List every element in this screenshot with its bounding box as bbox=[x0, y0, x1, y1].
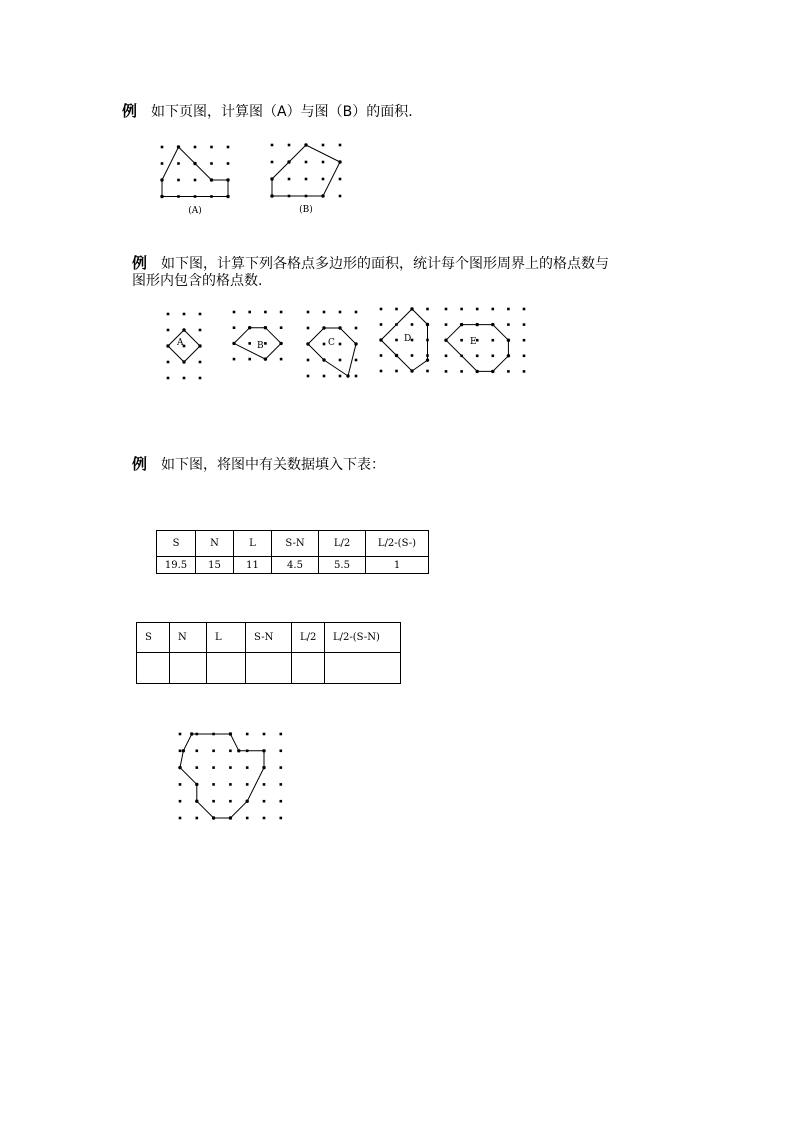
vertex-dot bbox=[507, 339, 510, 342]
grid-dot bbox=[263, 817, 266, 820]
table2-empty-cell[interactable] bbox=[246, 653, 292, 684]
grid-dot bbox=[355, 311, 358, 314]
grid-dot bbox=[161, 162, 164, 165]
vertex-dot bbox=[460, 323, 463, 326]
table2-header-cell: N bbox=[170, 623, 207, 653]
figure-a bbox=[155, 140, 240, 220]
grid-dot bbox=[476, 308, 479, 311]
table1-header-cell: L/2 bbox=[319, 531, 366, 557]
grid-dot bbox=[264, 311, 267, 314]
grid-dot bbox=[339, 195, 342, 198]
vertex-dot bbox=[182, 360, 185, 363]
grid-dot bbox=[263, 733, 266, 736]
table2-header-cell: L/2-(S-N) bbox=[325, 623, 401, 653]
grid-dot bbox=[280, 800, 283, 803]
vertex-dot bbox=[232, 342, 235, 345]
grid-dot bbox=[248, 342, 251, 345]
grid-dot bbox=[445, 370, 448, 373]
grid-dot bbox=[323, 311, 326, 314]
polygon-outline bbox=[308, 328, 356, 376]
grid-dot bbox=[307, 311, 310, 314]
grid-dot bbox=[445, 308, 448, 311]
grid-dot bbox=[246, 766, 249, 769]
grid-dot bbox=[248, 311, 251, 314]
grid-dot bbox=[523, 370, 526, 373]
grid-dot bbox=[229, 750, 232, 753]
grid-dot bbox=[246, 817, 249, 820]
table1-value-cell: 4.5 bbox=[272, 557, 319, 574]
grid-dot bbox=[210, 162, 213, 165]
grid-dot bbox=[263, 800, 266, 803]
grid-dot bbox=[339, 144, 342, 147]
grid-dot bbox=[322, 178, 325, 181]
figure-caption: (A) bbox=[188, 206, 202, 216]
grid-dot bbox=[271, 161, 274, 164]
grid-dot bbox=[183, 313, 186, 316]
vertex-dot bbox=[476, 323, 479, 326]
grid-dot bbox=[280, 766, 283, 769]
grid-dot bbox=[288, 178, 291, 181]
grid-dot bbox=[167, 313, 170, 316]
table2-header-cell: S-N bbox=[246, 623, 292, 653]
vertex-dot bbox=[476, 370, 479, 373]
grid-dot bbox=[233, 326, 236, 329]
figure-b bbox=[265, 138, 350, 218]
table1-value-cell: 19.5 bbox=[157, 557, 196, 574]
grid-dot bbox=[380, 370, 383, 373]
vertex-dot bbox=[182, 328, 185, 331]
table2-header-cell: L bbox=[207, 623, 246, 653]
vertex-dot bbox=[195, 800, 198, 803]
table2-empty-cell[interactable] bbox=[292, 653, 325, 684]
grid-dot bbox=[380, 308, 383, 311]
vertex-dot bbox=[338, 160, 341, 163]
grid-dot bbox=[177, 162, 180, 165]
grid-dot bbox=[339, 359, 342, 362]
grid-dot bbox=[196, 817, 199, 820]
shape-label: E bbox=[470, 337, 477, 347]
grid-dot bbox=[229, 766, 232, 769]
table1-value-cell: 11 bbox=[234, 557, 272, 574]
grid-dot bbox=[307, 375, 310, 378]
grid-dot bbox=[280, 326, 283, 329]
grid-dot bbox=[280, 783, 283, 786]
grid-dot bbox=[246, 733, 249, 736]
table2-empty-cell[interactable] bbox=[170, 653, 207, 684]
grid-dot bbox=[460, 370, 463, 373]
grid-dot bbox=[339, 343, 342, 346]
grid-dot bbox=[194, 146, 197, 149]
vertex-dot bbox=[346, 374, 349, 377]
figure-caption: (B) bbox=[299, 205, 313, 215]
grid-dot bbox=[288, 144, 291, 147]
shape-label: C bbox=[328, 338, 335, 348]
grid-dot bbox=[196, 750, 199, 753]
grid-dot bbox=[233, 311, 236, 314]
grid-dot bbox=[199, 313, 202, 316]
vertex-dot bbox=[226, 195, 229, 198]
example1-label: 例 bbox=[122, 102, 138, 120]
vertex-dot bbox=[338, 326, 341, 329]
lattice-figure-e bbox=[440, 305, 532, 375]
table1-value-row bbox=[157, 557, 429, 574]
grid-dot bbox=[523, 308, 526, 311]
grid-dot bbox=[307, 359, 310, 362]
table2-empty-row bbox=[137, 653, 401, 684]
grid-dot bbox=[460, 308, 463, 311]
grid-dot bbox=[507, 308, 510, 311]
vertex-dot bbox=[321, 194, 324, 197]
grid-dot bbox=[426, 308, 429, 311]
example3-text: 如下图，将图中有关数据填入下表： bbox=[161, 457, 386, 473]
shape-label: B bbox=[257, 341, 264, 351]
grid-dot bbox=[179, 800, 182, 803]
vertex-dot bbox=[491, 370, 494, 373]
grid-dot bbox=[411, 354, 414, 357]
vertex-dot bbox=[160, 195, 163, 198]
vertex-dot bbox=[178, 766, 181, 769]
vertex-dot bbox=[166, 344, 169, 347]
grid-dot bbox=[507, 323, 510, 326]
table2-empty-cell[interactable] bbox=[137, 653, 170, 684]
vertex-dot bbox=[304, 143, 307, 146]
table2-header-cell: S bbox=[137, 623, 170, 653]
grid-dot bbox=[179, 817, 182, 820]
vertex-dot bbox=[279, 342, 282, 345]
table1-header-cell: L bbox=[234, 531, 272, 557]
grid-dot bbox=[523, 339, 526, 342]
grid-dot bbox=[229, 783, 232, 786]
grid-dot bbox=[426, 370, 429, 373]
grid-dot bbox=[460, 339, 463, 342]
grid-dot bbox=[323, 343, 326, 346]
grid-dot bbox=[280, 311, 283, 314]
vertex-dot bbox=[270, 194, 273, 197]
grid-dot bbox=[246, 783, 249, 786]
grid-dot bbox=[210, 146, 213, 149]
grid-dot bbox=[264, 342, 267, 345]
grid-dot bbox=[339, 375, 342, 378]
shape-label: A bbox=[177, 338, 184, 348]
vertex-dot bbox=[491, 323, 494, 326]
grid-dot bbox=[194, 179, 197, 182]
vertex-dot bbox=[395, 354, 398, 357]
vertex-dot bbox=[229, 732, 232, 735]
grid-dot bbox=[183, 377, 186, 380]
table1-header-cell: N bbox=[196, 531, 234, 557]
vertex-dot bbox=[262, 749, 265, 752]
data-table-1 bbox=[156, 530, 429, 574]
grid-dot bbox=[196, 766, 199, 769]
grid-dot bbox=[212, 766, 215, 769]
grid-dot bbox=[355, 375, 358, 378]
table1-header-row bbox=[157, 531, 429, 557]
table1-value-cell: 5.5 bbox=[319, 557, 366, 574]
example3-label: 例 bbox=[132, 455, 148, 473]
grid-dot bbox=[323, 375, 326, 378]
grid-dot bbox=[507, 370, 510, 373]
vertex-dot bbox=[444, 339, 447, 342]
grid-dot bbox=[280, 750, 283, 753]
data-table-2 bbox=[136, 622, 401, 684]
grid-dot bbox=[339, 311, 342, 314]
table2-empty-cell[interactable] bbox=[207, 653, 246, 684]
grid-dot bbox=[229, 800, 232, 803]
lattice-figure-a bbox=[160, 310, 210, 382]
vertex-dot bbox=[426, 323, 429, 326]
vertex-dot bbox=[160, 178, 163, 181]
grid-dot bbox=[177, 179, 180, 182]
grid-dot bbox=[322, 161, 325, 164]
vertex-dot bbox=[210, 178, 213, 181]
grid-dot bbox=[280, 817, 283, 820]
grid-dot bbox=[179, 783, 182, 786]
grid-dot bbox=[492, 339, 495, 342]
vertex-dot bbox=[262, 766, 265, 769]
grid-dot bbox=[263, 783, 266, 786]
grid-dot bbox=[445, 355, 448, 358]
example3-paragraph bbox=[132, 454, 385, 475]
vertex-dot bbox=[182, 749, 185, 752]
grid-dot bbox=[199, 361, 202, 364]
vertex-dot bbox=[322, 358, 325, 361]
vertex-dot bbox=[229, 816, 232, 819]
polygon-outline bbox=[162, 147, 228, 197]
vertex-dot bbox=[410, 369, 413, 372]
example2-line2: 图形内包含的格点数. bbox=[132, 273, 263, 289]
grid-dot bbox=[307, 327, 310, 330]
shape-label: D bbox=[404, 334, 412, 344]
grid-dot bbox=[212, 783, 215, 786]
grid-dot bbox=[305, 178, 308, 181]
grid-dot bbox=[199, 329, 202, 332]
polygon-outline bbox=[180, 734, 264, 818]
grid-dot bbox=[380, 323, 383, 326]
vertex-dot bbox=[193, 162, 196, 165]
vertex-dot bbox=[264, 326, 267, 329]
vertex-dot bbox=[198, 344, 201, 347]
grid-dot bbox=[355, 327, 358, 330]
grid-dot bbox=[492, 355, 495, 358]
lattice-figure-c bbox=[302, 308, 362, 380]
grid-dot bbox=[523, 355, 526, 358]
example2-label: 例 bbox=[132, 254, 148, 272]
grid-dot bbox=[212, 750, 215, 753]
grid-dot bbox=[492, 308, 495, 311]
lattice-figure-b bbox=[228, 308, 288, 380]
grid-dot bbox=[395, 308, 398, 311]
grid-dot bbox=[161, 146, 164, 149]
grid-dot bbox=[227, 162, 230, 165]
vertex-dot bbox=[246, 800, 249, 803]
table2-empty-cell[interactable] bbox=[325, 653, 401, 684]
grid-dot bbox=[411, 323, 414, 326]
vertex-dot bbox=[354, 342, 357, 345]
table2-header-cell: L/2 bbox=[292, 623, 325, 653]
grid-dot bbox=[179, 750, 182, 753]
vertex-dot bbox=[177, 145, 180, 148]
vertex-dot bbox=[507, 354, 510, 357]
vertex-dot bbox=[226, 178, 229, 181]
polygon-outline bbox=[446, 325, 508, 372]
vertex-dot bbox=[248, 326, 251, 329]
vertex-dot bbox=[270, 177, 273, 180]
vertex-dot bbox=[379, 338, 382, 341]
vertex-dot bbox=[322, 326, 325, 329]
grid-dot bbox=[305, 161, 308, 164]
table1-header-cell: S-N bbox=[272, 531, 319, 557]
vertex-dot bbox=[195, 783, 198, 786]
grid-dot bbox=[199, 377, 202, 380]
grid-dot bbox=[212, 800, 215, 803]
vertex-dot bbox=[237, 749, 240, 752]
grid-dot bbox=[523, 323, 526, 326]
vertex-dot bbox=[410, 307, 413, 310]
table2-header-row bbox=[137, 623, 401, 653]
vertex-dot bbox=[212, 816, 215, 819]
grid-dot bbox=[355, 359, 358, 362]
table1-value-cell: 15 bbox=[196, 557, 234, 574]
example1-text: 如下页图，计算图（A）与图（B）的面积. bbox=[151, 104, 413, 120]
vertex-dot bbox=[426, 358, 429, 361]
table1-header-cell: S bbox=[157, 531, 196, 557]
grid-dot bbox=[227, 146, 230, 149]
grid-dot bbox=[380, 354, 383, 357]
grid-dot bbox=[395, 339, 398, 342]
vertex-dot bbox=[264, 357, 267, 360]
grid-dot bbox=[167, 329, 170, 332]
polygon-outline bbox=[272, 145, 340, 196]
grid-dot bbox=[179, 733, 182, 736]
grid-dot bbox=[248, 358, 251, 361]
grid-dot bbox=[445, 323, 448, 326]
example2-line1: 如下图，计算下列各格点多边形的面积，统计每个图形周界上的格点数与 bbox=[161, 256, 610, 272]
grid-dot bbox=[322, 144, 325, 147]
grid-dot bbox=[476, 355, 479, 358]
grid-dot bbox=[280, 733, 283, 736]
lattice-figure-large bbox=[175, 728, 290, 823]
vertex-dot bbox=[190, 732, 193, 735]
grid-dot bbox=[167, 377, 170, 380]
example1-paragraph bbox=[122, 101, 413, 122]
lattice-figure-d bbox=[373, 305, 435, 377]
grid-dot bbox=[233, 358, 236, 361]
grid-dot bbox=[339, 178, 342, 181]
grid-dot bbox=[280, 358, 283, 361]
grid-dot bbox=[271, 144, 274, 147]
table1-header-cell: L/2-(S-) bbox=[366, 531, 429, 557]
table1-value-cell: 1 bbox=[366, 557, 429, 574]
vertex-dot bbox=[287, 160, 290, 163]
grid-dot bbox=[395, 370, 398, 373]
grid-dot bbox=[167, 361, 170, 364]
vertex-dot bbox=[306, 342, 309, 345]
